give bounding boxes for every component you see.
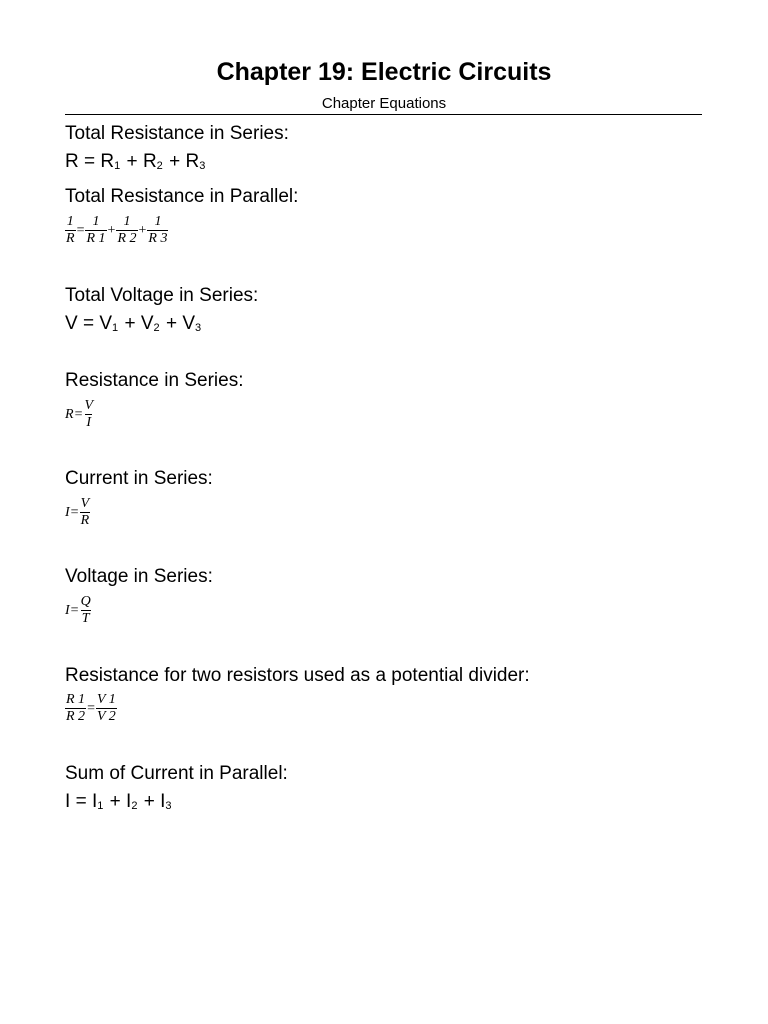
fraction: $\frac{R 1}{R 2}$: [66, 692, 86, 724]
fraction: $\frac{1}{R 1}$: [86, 214, 106, 246]
equation-voltage: I = $\frac{Q}{T}$: [65, 594, 91, 626]
section-heading-voltage: Voltage in Series:: [65, 566, 213, 587]
section-heading-series-resistance: Total Resistance in Series:: [65, 123, 289, 144]
section-heading-potential-divider: Resistance for two resistors used as a potential divider:: [65, 665, 530, 686]
equation-potential-divider: $\frac{R 1}{R 2}$ = $\frac{V 1}{V 2}$: [66, 692, 116, 724]
equation-series-resistance: $R = R_1 + R_2 + R_3$: [65, 151, 206, 172]
fraction: $\frac{V}{I}$: [84, 398, 94, 430]
section-heading-current: Current in Series:: [65, 468, 213, 489]
equation-parallel-current: $I = I_1 + I_2 + I_3$: [65, 791, 172, 812]
fraction: $\frac{Q}{T}$: [80, 594, 91, 626]
equation-parallel-resistance: $\frac{1}{R}$ = $\frac{1}{R 1}$ + $\frac{1}{R 2}$ + $\frac{1}{R 3}$: [66, 214, 168, 246]
fraction: $\frac{V}{R}$: [80, 496, 90, 528]
equation-resistance: R = $\frac{V}{I}$: [65, 398, 94, 430]
fraction: $\frac{1}{R}$: [66, 214, 75, 246]
section-heading-parallel-resistance: Total Resistance in Parallel:: [65, 186, 299, 207]
page-title: Chapter 19: Electric Circuits: [216, 58, 552, 86]
fraction: $\frac{V 1}{V 2}$: [96, 692, 116, 724]
section-heading-resistance: Resistance in Series:: [65, 370, 244, 391]
title-divider: [65, 114, 702, 115]
fraction: $\frac{1}{R 2}$: [117, 214, 137, 246]
page-subtitle: Chapter Equations: [321, 95, 447, 112]
equation-series-voltage: $V = V_1 + V_2 + V_3$: [65, 313, 202, 334]
section-heading-parallel-current: Sum of Current in Parallel:: [65, 763, 288, 784]
fraction: $\frac{1}{R 3}$: [148, 214, 168, 246]
section-heading-series-voltage: Total Voltage in Series:: [65, 285, 259, 306]
equation-current: I = $\frac{V}{R}$: [65, 496, 90, 528]
